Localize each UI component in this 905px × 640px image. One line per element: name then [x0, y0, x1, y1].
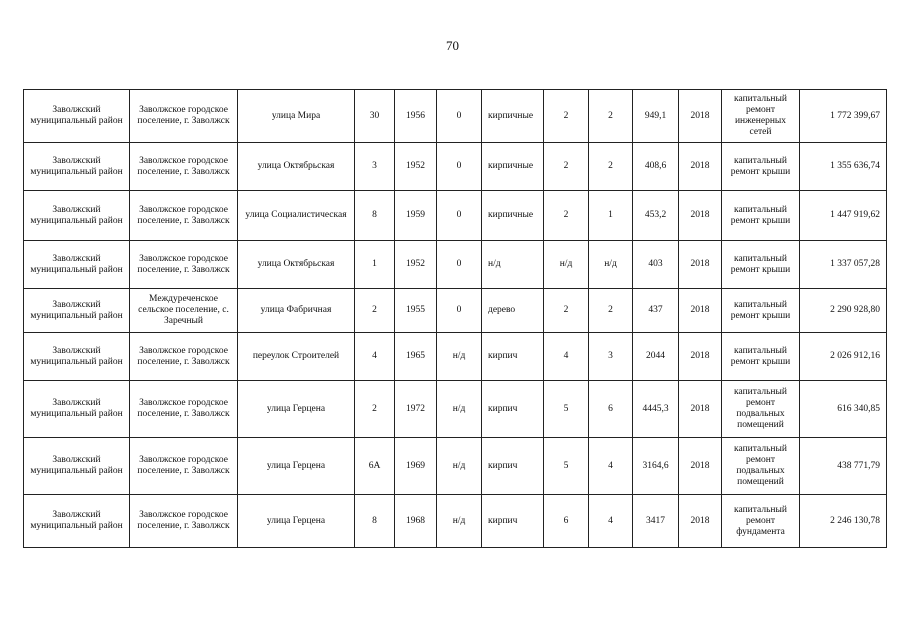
cost-cell: 616 340,85: [800, 381, 887, 438]
area-cell: 3417: [633, 495, 679, 548]
plan-year-cell: 2018: [679, 381, 722, 438]
plan-year-cell: 2018: [679, 495, 722, 548]
table-row: [24, 289, 887, 333]
cost-cell: 2 026 912,16: [800, 333, 887, 381]
entrances-cell: н/д: [589, 241, 633, 289]
street-cell: улица Социалистическая: [238, 191, 355, 241]
zero-value-cell: н/д: [437, 333, 482, 381]
area-cell: 2044: [633, 333, 679, 381]
entrances-cell: 3: [589, 333, 633, 381]
house-number-cell: 30: [355, 90, 395, 143]
area-cell: 949,1: [633, 90, 679, 143]
zero-value-cell: н/д: [437, 438, 482, 495]
zero-value-cell: 0: [437, 191, 482, 241]
table-row: [24, 143, 887, 191]
plan-year-cell: 2018: [679, 289, 722, 333]
entrances-cell: 4: [589, 495, 633, 548]
entrances-cell: 2: [589, 90, 633, 143]
work-type-cell: капитальный ремонт крыши: [722, 289, 800, 333]
settlement-cell: Заволжское городское поселение, г. Заволжск: [130, 333, 238, 381]
floors-cell: 4: [544, 333, 589, 381]
cost-cell: 1 772 399,67: [800, 90, 887, 143]
street-cell: улица Герцена: [238, 495, 355, 548]
area-cell: 4445,3: [633, 381, 679, 438]
area-cell: 3164,6: [633, 438, 679, 495]
street-cell: улица Мира: [238, 90, 355, 143]
settlement-cell: Междуреченское сельское поселение, с. Заречный: [130, 289, 238, 333]
house-number-cell: 2: [355, 381, 395, 438]
zero-value-cell: 0: [437, 241, 482, 289]
table-row: [24, 495, 887, 548]
settlement-cell: Заволжское городское поселение, г. Заволжск: [130, 381, 238, 438]
cost-cell: 1 355 636,74: [800, 143, 887, 191]
work-type-cell: капитальный ремонт крыши: [722, 191, 800, 241]
settlement-cell: Заволжское городское поселение, г. Заволжск: [130, 143, 238, 191]
house-number-cell: 8: [355, 495, 395, 548]
work-type-cell: капитальный ремонт подвальных помещений: [722, 381, 800, 438]
work-type-cell: капитальный ремонт крыши: [722, 143, 800, 191]
entrances-cell: 4: [589, 438, 633, 495]
zero-value-cell: н/д: [437, 381, 482, 438]
zero-value-cell: 0: [437, 289, 482, 333]
build-year-cell: 1965: [395, 333, 437, 381]
entrances-cell: 6: [589, 381, 633, 438]
district-cell: Заволжский муниципальный район: [24, 143, 130, 191]
district-cell: Заволжский муниципальный район: [24, 241, 130, 289]
area-cell: 437: [633, 289, 679, 333]
settlement-cell: Заволжское городское поселение, г. Заволжск: [130, 241, 238, 289]
plan-year-cell: 2018: [679, 143, 722, 191]
district-cell: Заволжский муниципальный район: [24, 90, 130, 143]
wall-material-cell: кирпичные: [482, 143, 544, 191]
wall-material-cell: дерево: [482, 289, 544, 333]
street-cell: улица Герцена: [238, 381, 355, 438]
work-type-cell: капитальный ремонт фундамента: [722, 495, 800, 548]
cost-cell: 1 337 057,28: [800, 241, 887, 289]
cost-cell: 2 246 130,78: [800, 495, 887, 548]
settlement-cell: Заволжское городское поселение, г. Заволжск: [130, 90, 238, 143]
cost-cell: 2 290 928,80: [800, 289, 887, 333]
housing-repair-table: [23, 89, 887, 548]
district-cell: Заволжский муниципальный район: [24, 191, 130, 241]
floors-cell: 2: [544, 90, 589, 143]
district-cell: Заволжский муниципальный район: [24, 381, 130, 438]
table-body: [24, 90, 887, 548]
house-number-cell: 6А: [355, 438, 395, 495]
district-cell: Заволжский муниципальный район: [24, 438, 130, 495]
house-number-cell: 1: [355, 241, 395, 289]
settlement-cell: Заволжское городское поселение, г. Заволжск: [130, 191, 238, 241]
floors-cell: 5: [544, 438, 589, 495]
plan-year-cell: 2018: [679, 438, 722, 495]
floors-cell: 2: [544, 143, 589, 191]
table-row: [24, 333, 887, 381]
area-cell: 403: [633, 241, 679, 289]
wall-material-cell: кирпич: [482, 333, 544, 381]
build-year-cell: 1972: [395, 381, 437, 438]
area-cell: 453,2: [633, 191, 679, 241]
street-cell: улица Октябрьская: [238, 241, 355, 289]
settlement-cell: Заволжское городское поселение, г. Заволжск: [130, 495, 238, 548]
work-type-cell: капитальный ремонт подвальных помещений: [722, 438, 800, 495]
build-year-cell: 1968: [395, 495, 437, 548]
street-cell: улица Герцена: [238, 438, 355, 495]
wall-material-cell: кирпичные: [482, 191, 544, 241]
build-year-cell: 1959: [395, 191, 437, 241]
build-year-cell: 1952: [395, 241, 437, 289]
table-row: [24, 90, 887, 143]
street-cell: улица Фабричная: [238, 289, 355, 333]
page-number: 70: [446, 38, 459, 53]
area-cell: 408,6: [633, 143, 679, 191]
district-cell: Заволжский муниципальный район: [24, 333, 130, 381]
street-cell: переулок Строителей: [238, 333, 355, 381]
wall-material-cell: н/д: [482, 241, 544, 289]
work-type-cell: капитальный ремонт крыши: [722, 333, 800, 381]
wall-material-cell: кирпич: [482, 381, 544, 438]
house-number-cell: 3: [355, 143, 395, 191]
build-year-cell: 1969: [395, 438, 437, 495]
house-number-cell: 2: [355, 289, 395, 333]
district-cell: Заволжский муниципальный район: [24, 289, 130, 333]
table-row: [24, 438, 887, 495]
entrances-cell: 2: [589, 289, 633, 333]
table-row: [24, 381, 887, 438]
build-year-cell: 1955: [395, 289, 437, 333]
plan-year-cell: 2018: [679, 333, 722, 381]
work-type-cell: капитальный ремонт крыши: [722, 241, 800, 289]
wall-material-cell: кирпичные: [482, 90, 544, 143]
zero-value-cell: н/д: [437, 495, 482, 548]
plan-year-cell: 2018: [679, 191, 722, 241]
floors-cell: 6: [544, 495, 589, 548]
floors-cell: 2: [544, 191, 589, 241]
entrances-cell: 1: [589, 191, 633, 241]
table-row: [24, 241, 887, 289]
floors-cell: 5: [544, 381, 589, 438]
wall-material-cell: кирпич: [482, 495, 544, 548]
district-cell: Заволжский муниципальный район: [24, 495, 130, 548]
plan-year-cell: 2018: [679, 90, 722, 143]
house-number-cell: 4: [355, 333, 395, 381]
cost-cell: 1 447 919,62: [800, 191, 887, 241]
plan-year-cell: 2018: [679, 241, 722, 289]
table-row: [24, 191, 887, 241]
zero-value-cell: 0: [437, 90, 482, 143]
floors-cell: н/д: [544, 241, 589, 289]
cost-cell: 438 771,79: [800, 438, 887, 495]
work-type-cell: капитальный ремонт инженерных сетей: [722, 90, 800, 143]
wall-material-cell: кирпич: [482, 438, 544, 495]
house-number-cell: 8: [355, 191, 395, 241]
zero-value-cell: 0: [437, 143, 482, 191]
build-year-cell: 1956: [395, 90, 437, 143]
floors-cell: 2: [544, 289, 589, 333]
settlement-cell: Заволжское городское поселение, г. Заволжск: [130, 438, 238, 495]
build-year-cell: 1952: [395, 143, 437, 191]
entrances-cell: 2: [589, 143, 633, 191]
street-cell: улица Октябрьская: [238, 143, 355, 191]
